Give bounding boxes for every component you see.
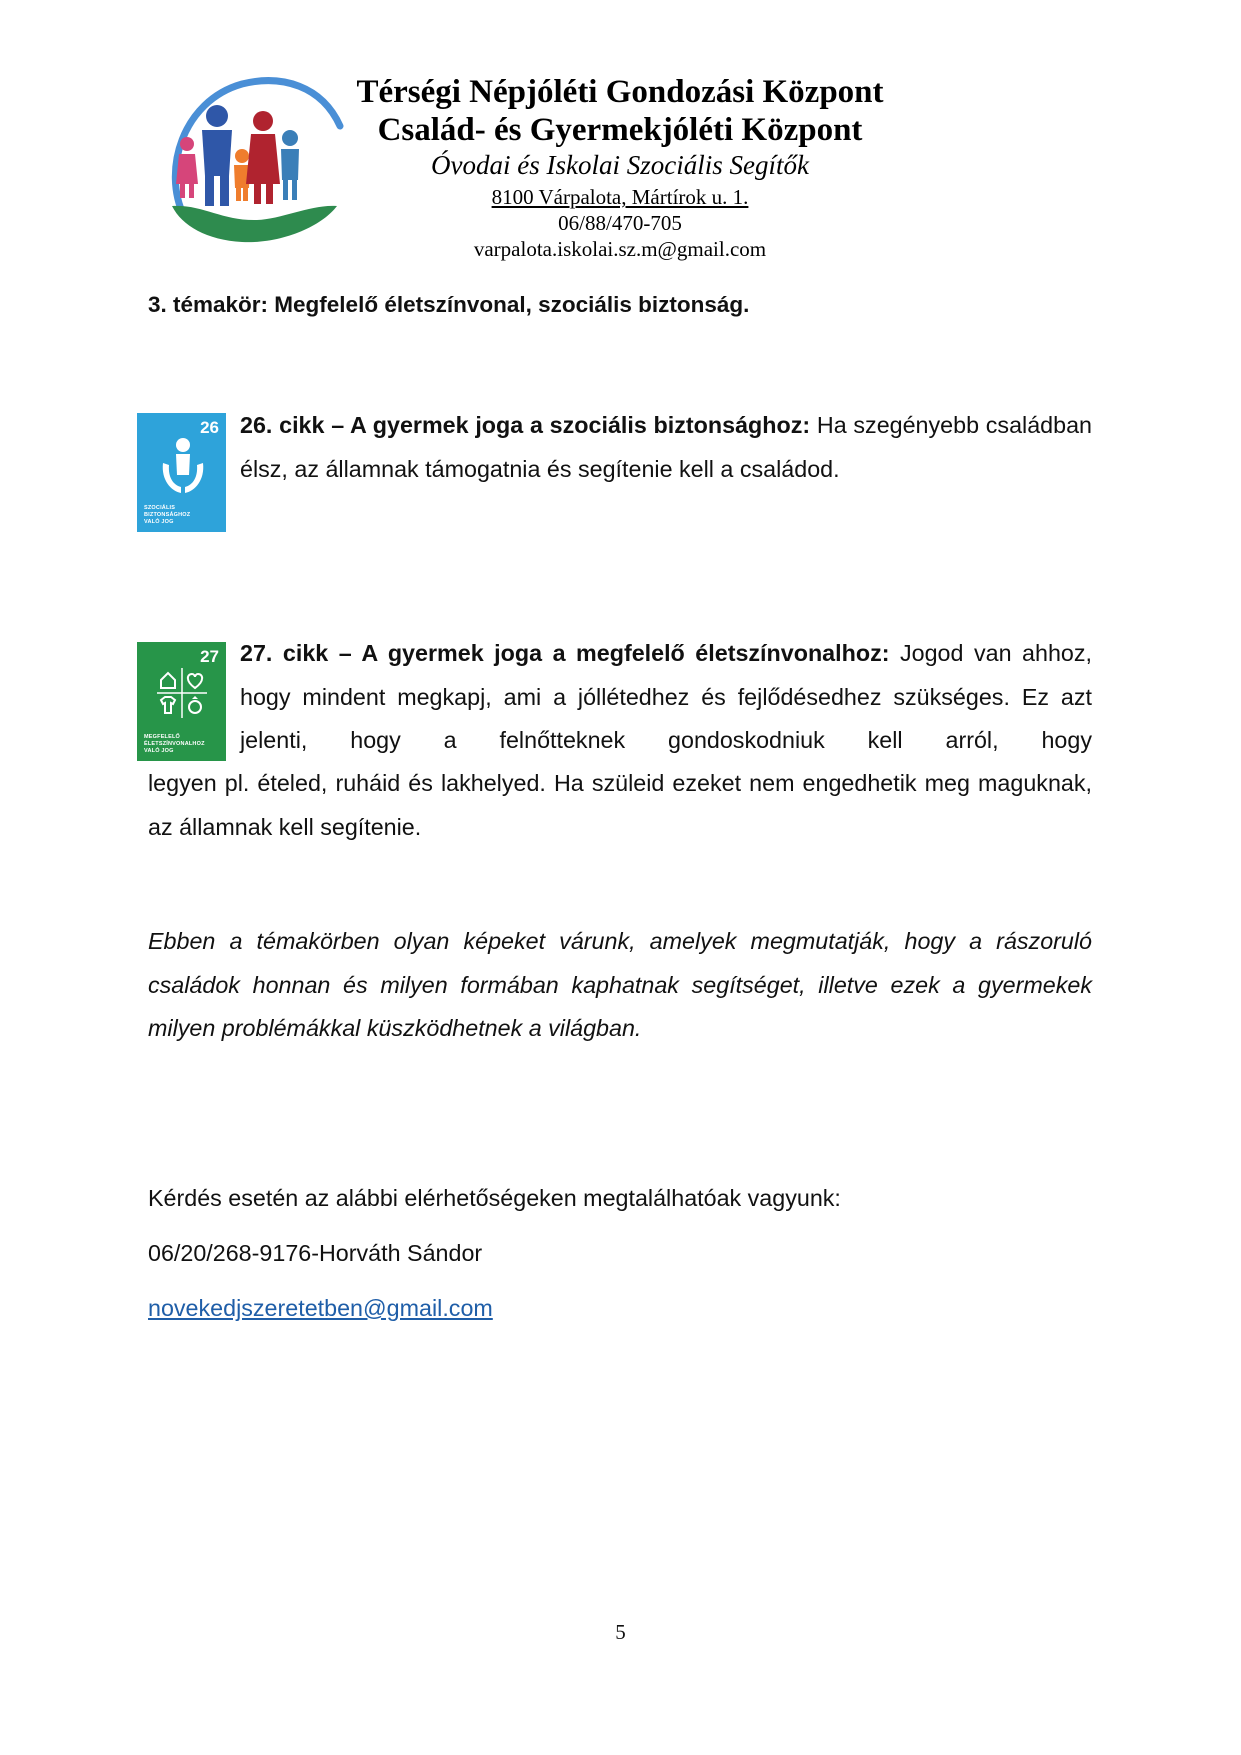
article-27-paragraph	[240, 632, 1092, 763]
family-logo	[162, 76, 352, 246]
article-27-badge	[137, 642, 226, 761]
org-address-text: 8100 Várpalota, Mártírok u. 1.	[491, 185, 749, 209]
article-27-badge-caption	[144, 734, 205, 755]
badge-caption-line: ÉLETSZÍNVONALHOZ	[144, 741, 205, 747]
article-26-badge	[137, 413, 226, 532]
org-name-line1: Térségi Népjóléti Gondozási Központ	[356, 74, 884, 110]
article-27-text-part1: Jogod van ahhoz, hogy mindent megkapj, ami a jóllétedhez és fejlődésedhez szükséges. Ez azt jelenti, hogy a felnőtteknek gondoskodniuk kell arról, hogy	[240, 640, 1093, 754]
badge-caption-line: BIZTONSÁGHOZ	[144, 512, 191, 518]
hands-protecting-child-icon	[159, 435, 207, 497]
article-27-badge-number: 27	[200, 647, 219, 666]
badge-caption-line: VALÓ JOG	[144, 519, 174, 525]
badge-caption-line: SZOCIÁLIS	[144, 505, 176, 511]
article-27-paragraph-continued: legyen pl. ételed, ruháid és lakhelyed. Ha szüleid ezeket nem engedhetik meg maguknak, az államnak kell segítenie.	[148, 770, 1092, 840]
contact-email-link[interactable]: novekedjszeretetben@gmail.com	[148, 1295, 493, 1321]
org-name-line2: Család- és Gyermekjóléti Központ	[377, 112, 863, 148]
org-phone: 06/88/470-705	[558, 211, 682, 235]
badge-caption-line: VALÓ JOG	[144, 748, 174, 754]
article-26-text: Ha szegényebb családban élsz, az államnak támogatnia és segítenie kell a családod.	[240, 412, 1092, 482]
article-26-badge-number: 26	[200, 418, 219, 437]
topic-heading: 3. témakör: Megfelelő életszínvonal, szociális biztonság.	[148, 292, 750, 317]
article-27-title: 27. cikk – A gyermek joga a megfelelő életszínvonalhoz:	[240, 640, 890, 666]
article-26-badge-caption	[144, 505, 190, 526]
org-address	[330, 185, 910, 210]
contact-intro: Kérdés esetén az alábbi elérhetőségeken megtalálhatóak vagyunk:	[148, 1185, 841, 1211]
contact-person: 06/20/268-9176-Horváth Sándor	[148, 1240, 483, 1266]
topic-description: Ebben a témakörben olyan képeket várunk, amelyek megmutatják, hogy a rászoruló családok honnan és milyen formában kaphatnak segítséget, illetve ezek a gyermekek milyen problémákkal küszködhetnek a világban.	[148, 928, 1092, 1042]
badge-caption-line: MEGFELELŐ	[144, 734, 181, 740]
article-26-paragraph	[240, 404, 1092, 491]
org-email: varpalota.iskolai.sz.m@gmail.com	[473, 237, 767, 261]
home-heart-clothes-ring-icon	[155, 666, 209, 720]
page-number: 5	[615, 1620, 626, 1644]
org-name-line3: Óvodai és Iskolai Szociális Segítők	[431, 150, 809, 180]
article-26-title: 26. cikk – A gyermek joga a szociális biztonsághoz:	[240, 412, 811, 438]
